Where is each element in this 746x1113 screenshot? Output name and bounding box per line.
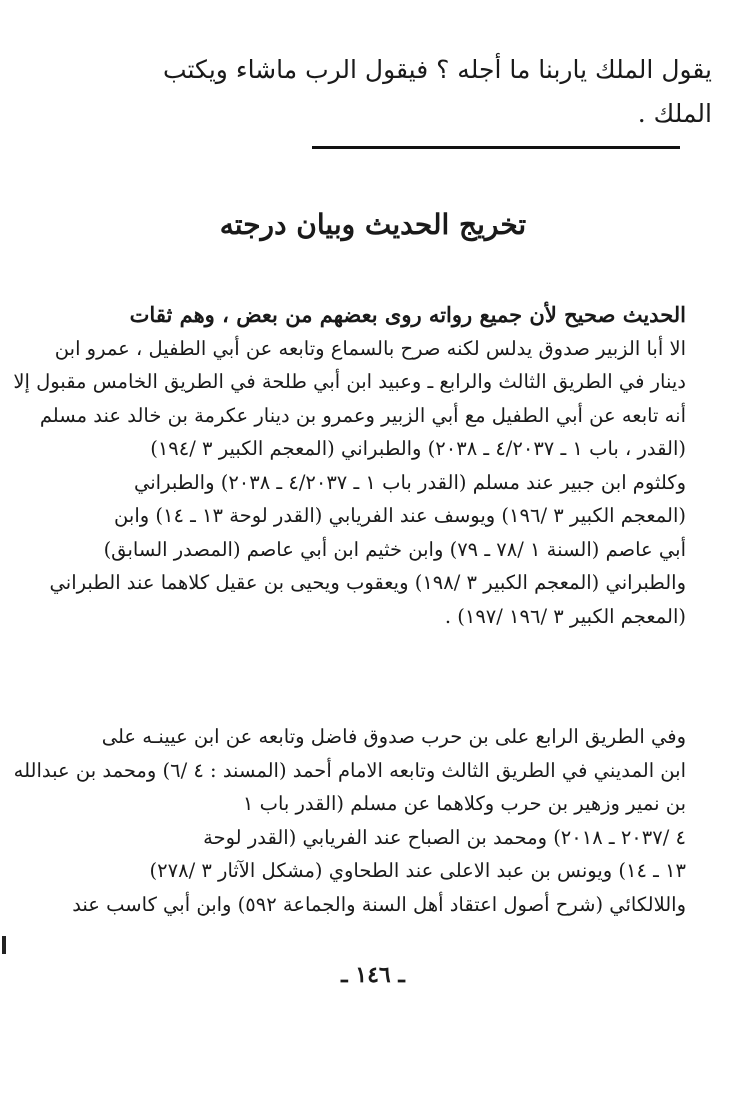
section-heading: تخريج الحديث وبيان درجته [219,208,527,241]
paragraph-1-line: (القدر ، باب ١ ـ ٤/٢٠٣٧ ـ ٢٠٣٨) والطبراني (المعجم الكبير ٣ /١٩٤) [150,437,686,460]
paragraph-2-line: بن نمير وزهير بن حرب وكلاهما عن مسلم (القدر باب ١ [242,792,686,815]
paragraph-2-line: ٤ /٢٠٣٧ ـ ٢٠١٨) ومحمد بن الصباح عند الفريابي (القدر لوحة [203,825,686,849]
paragraph-2-line: واللالكائي (شرح أصول اعتقاد أهل السنة والجماعة ٥٩٢) وابن أبي كاسب عند [72,892,686,916]
continuation-line-1: يقول الملك ياربنا ما أجله ؟ فيقول الرب ماشاء ويكتب [162,55,712,84]
paragraph-2-line: ١٣ ـ ١٤) ويونس بن عبد الاعلى عند الطحاوي (مشكل الآثار ٣ /٢٧٨) [149,859,686,882]
paragraph-1-line: والطبراني (المعجم الكبير ٣ /١٩٨) ويعقوب ويحيى بن عقيل كلاهما عند الطبراني [49,571,686,594]
section-divider [312,146,680,149]
paragraph-1-line: (المعجم الكبير ٣ /١٩٦) ويوسف عند الفريابي (القدر لوحة ١٣ ـ ١٤) وابن [114,504,686,527]
paragraph-1-line: الا أبا الزبير صدوق يدلس لكنه صرح بالسماع وتابعه عن أبي الطفيل ، عمرو ابن [54,336,686,360]
paragraph-1-lead: الحديث صحيح لأن جميع رواته روى بعضهم من بعض ، وهم ثقات [129,302,686,327]
continuation-line-2: الملك . [637,99,712,128]
paragraph-2-line: وفي الطريق الرابع على بن حرب صدوق فاضل وتابعه عن ابن عيينـه على [101,725,686,748]
paragraph-1-line: أبي عاصم (السنة ١ /٧٨ ـ ٧٩) وابن خثيم ابن أبي عاصم (المصدر السابق) [103,537,686,561]
paragraph-1-line: أنه تابعه عن أبي الطفيل مع أبي الزبير وعمرو بن دينار عكرمة بن خالد عند مسلم [39,403,686,427]
paragraph-2-line: ابن المديني في الطريق الثالث وتابعه الامام أحمد (المسند : ٤ /٦) ومحمد بن عبدالله [13,758,686,782]
paragraph-1 [13,298,686,633]
margin-mark [2,936,6,954]
paragraph-2 [13,720,686,921]
paragraph-1-line: دينار في الطريق الثالث والرابع ـ وعبيد ابن أبي طلحة في الطريق الخامس مقبول إلا [13,370,686,393]
paragraph-1-line: (المعجم الكبير ٣ /١٩٦ /١٩٧) . [444,604,686,628]
continuation-text [34,48,712,136]
paragraph-1-line: وكلثوم ابن جبير عند مسلم (القدر باب ١ ـ ٤/٢٠٣٧ ـ ٢٠٣٨) والطبراني [133,470,686,494]
page-number: ـ ١٤٦ ـ [341,962,405,988]
